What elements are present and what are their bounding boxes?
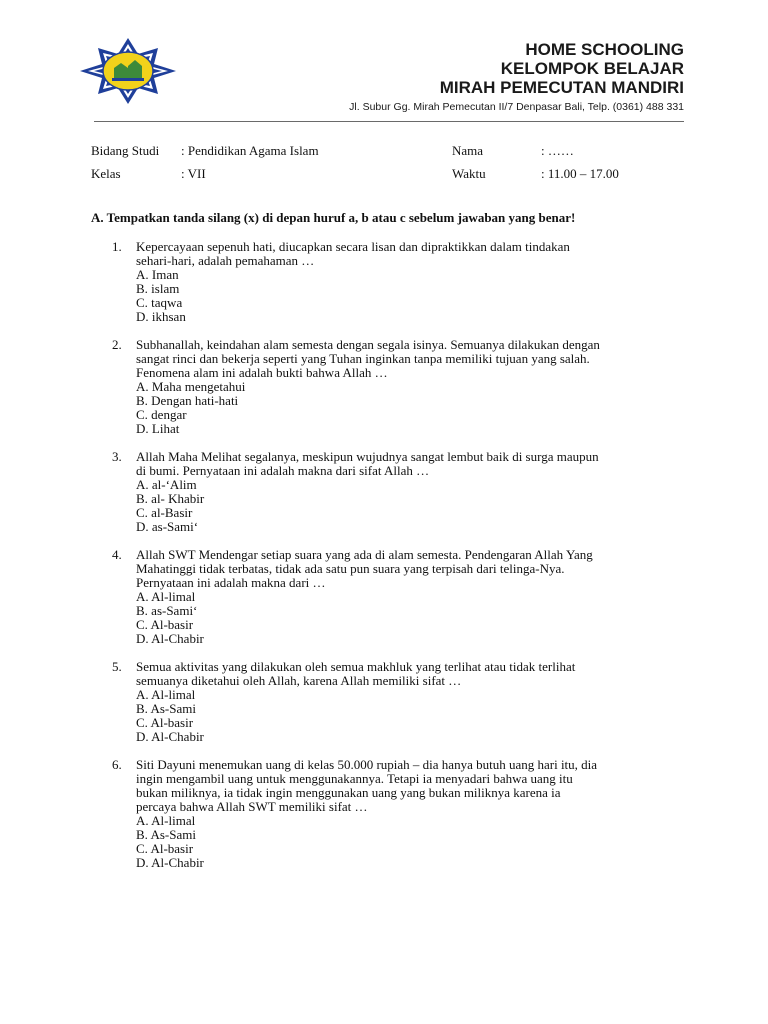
question-item (112, 660, 682, 744)
question-item (112, 338, 682, 436)
class-label: Kelas (91, 166, 121, 181)
question-number: 4. (112, 547, 122, 562)
answer-option: D. as-Sami‘ (136, 519, 199, 534)
header-divider (94, 121, 684, 122)
answer-option: A. Al-limal (136, 589, 196, 604)
question-number: 6. (112, 757, 122, 772)
class-value: : VII (181, 166, 206, 181)
question-text-line: bukan miliknya, ia tidak ingin menggunakan uang yang bukan miliknya karena ia (136, 785, 561, 800)
answer-option: B. as-Sami‘ (136, 603, 198, 618)
answer-option: D. Lihat (136, 421, 180, 436)
answer-option: C. Al-basir (136, 841, 194, 856)
question-item (112, 450, 682, 534)
answer-option: A. Iman (136, 267, 179, 282)
question-text-line: Allah SWT Mendengar setiap suara yang ada di alam semesta. Pendengaran Allah Yang (136, 547, 593, 562)
school-header (349, 40, 684, 115)
question-body (136, 450, 682, 534)
answer-option: C. Al-basir (136, 715, 194, 730)
school-address: Jl. Subur Gg. Mirah Pemecutan II/7 Denpasar Bali, Telp. (0361) 488 331 (349, 101, 684, 113)
question-text-line: Fenomena alam ini adalah bukti bahwa Allah … (136, 365, 388, 380)
name-label: Nama (452, 143, 484, 158)
subject-value: : Pendidikan Agama Islam (181, 143, 319, 158)
question-text-line: semuanya diketahui oleh Allah, karena Allah memiliki sifat … (136, 673, 462, 688)
answer-option: B. islam (136, 281, 180, 296)
answer-option: C. al-Basir (136, 505, 193, 520)
section-a-instruction: A. Tempatkan tanda silang (x) di depan huruf a, b atau c sebelum jawaban yang benar! (91, 210, 576, 225)
question-item (112, 758, 682, 870)
answer-option: B. As-Sami (136, 827, 196, 842)
question-body (136, 548, 682, 646)
question-text-line: Kepercayaan sepenuh hati, diucapkan secara lisan dan dipraktikkan dalam tindakan (136, 239, 570, 254)
question-number: 5. (112, 659, 122, 674)
time-value: : 11.00 – 17.00 (541, 166, 619, 181)
answer-option: B. As-Sami (136, 701, 196, 716)
school-name-line2: KELOMPOK BELAJAR (500, 59, 684, 78)
question-text-line: Pernyataan ini adalah makna dari … (136, 575, 326, 590)
question-text-line: Subhanallah, keindahan alam semesta dengan segala isinya. Semuanya dilakukan dengan (136, 337, 600, 352)
school-name-line3: MIRAH PEMECUTAN MANDIRI (439, 78, 684, 97)
question-body (136, 240, 682, 324)
answer-option: D. Al-Chabir (136, 631, 204, 646)
answer-option: C. dengar (136, 407, 187, 422)
question-text-line: sehari-hari, adalah pemahaman … (136, 253, 315, 268)
question-text-line: ingin mengambil uang untuk menggunakannya. Tetapi ia menyadari bahwa uang itu (136, 771, 573, 786)
answer-option: B. Dengan hati-hati (136, 393, 239, 408)
question-text-line: percaya bahwa Allah SWT memiliki sifat … (136, 799, 368, 814)
school-logo-icon (74, 36, 182, 106)
answer-option: B. al- Khabir (136, 491, 205, 506)
question-number: 1. (112, 239, 122, 254)
question-text-line: Allah Maha Melihat segalanya, meskipun wujudnya sangat lembut baik di surga maupun (136, 449, 599, 464)
question-body (136, 758, 682, 870)
question-text-line: Mahatinggi tidak terbatas, tidak ada satu pun suara yang terpisah dari telinga-Nya. (136, 561, 565, 576)
time-label: Waktu (452, 166, 486, 181)
question-text-line: Siti Dayuni menemukan uang di kelas 50.000 rupiah – dia hanya butuh uang hari itu, dia (136, 757, 598, 772)
question-number: 3. (112, 449, 122, 464)
question-item (112, 240, 682, 324)
answer-option: D. Al-Chabir (136, 729, 204, 744)
answer-option: A. Maha mengetahui (136, 379, 246, 394)
answer-option: D. Al-Chabir (136, 855, 204, 870)
question-number: 2. (112, 337, 122, 352)
question-body (136, 338, 682, 436)
school-name-line1: HOME SCHOOLING (525, 40, 684, 59)
answer-option: A. Al-limal (136, 813, 196, 828)
answer-option: C. taqwa (136, 295, 183, 310)
question-body (136, 660, 682, 744)
question-item (112, 548, 682, 646)
answer-option: A. Al-limal (136, 687, 196, 702)
question-text-line: sangat rinci dan bekerja seperti yang Tuhan inginkan tanpa memiliki tujuan yang salah. (136, 351, 590, 366)
subject-label: Bidang Studi (91, 143, 160, 158)
question-list (112, 240, 682, 884)
question-text-line: Semua aktivitas yang dilakukan oleh semua makhluk yang terlihat atau tidak terlihat (136, 659, 576, 674)
answer-option: D. ikhsan (136, 309, 186, 324)
name-value: : …… (541, 143, 574, 158)
answer-option: A. al-‘Alim (136, 477, 197, 492)
answer-option: C. Al-basir (136, 617, 194, 632)
question-text-line: di bumi. Pernyataan ini adalah makna dari sifat Allah … (136, 463, 430, 478)
